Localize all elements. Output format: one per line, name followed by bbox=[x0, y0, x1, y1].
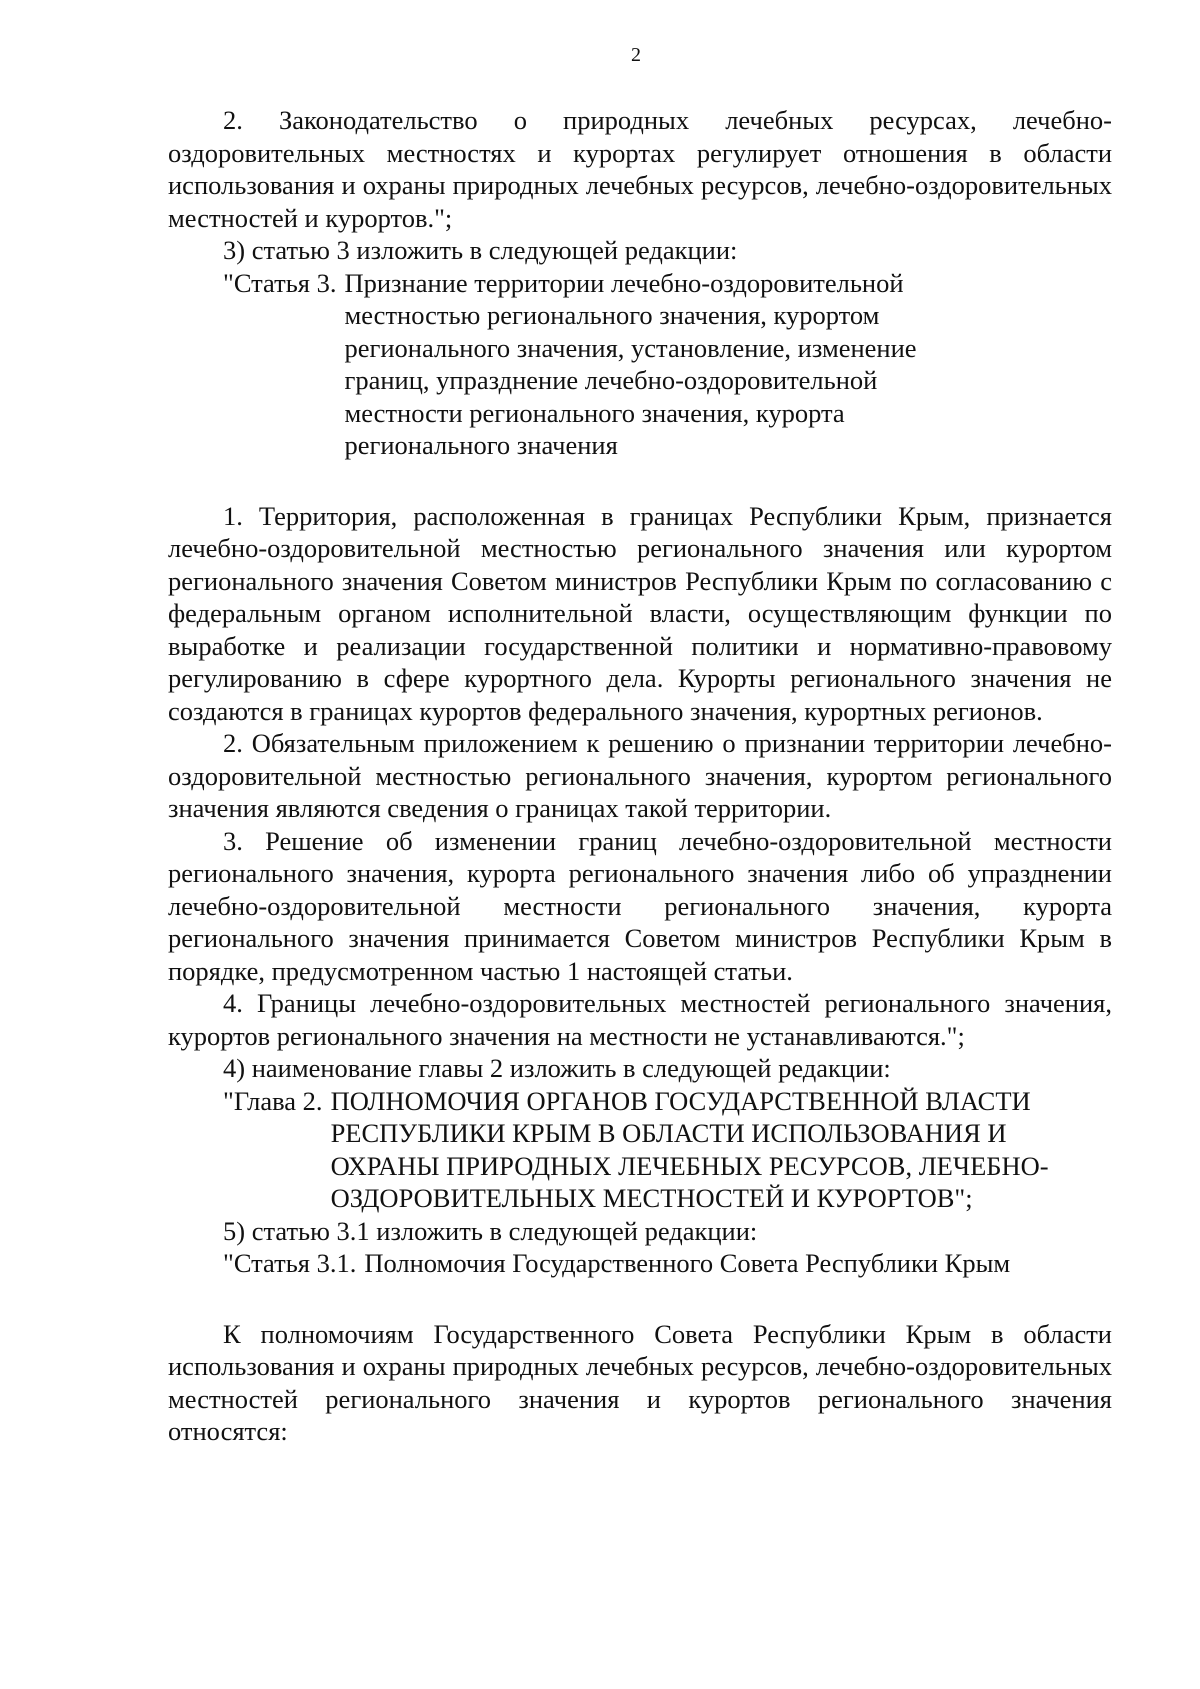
paragraph-article3-part2: 2. Обязательным приложением к решению о признании территории лечебно-оздоровительной местностью регионального значения, курортом регионального значения являются сведения о границах такой территории. bbox=[168, 728, 1112, 823]
paragraph-article3-part4: 4. Границы лечебно-оздоровительных местностей регионального значения, курортов регионального значения на местности не устанавливаются."; bbox=[168, 988, 1112, 1051]
paragraph-article31-powers: К полномочиям Государственного Совета Республики Крым в области использования и охраны природных лечебных ресурсов, лечебно-оздоровительных местностей регионального значения и курортов регионального значения относятся: bbox=[168, 1318, 1112, 1446]
spacer bbox=[168, 462, 1112, 500]
article31-prefix: "Статья 3.1. bbox=[223, 1248, 357, 1278]
paragraph-amend-article3: 3) статью 3 изложить в следующей редакции: bbox=[223, 235, 738, 265]
article3-title: Признание территории лечебно-оздоровительной местностью регионального значения, курортом регионального значения, установление, изменение границ, упразднение лечебно-оздоровительной местности регионального значения, курорта регионального значения bbox=[344, 267, 917, 460]
paragraph-article3-part1: 1. Территория, расположенная в границах Республики Крым, признается лечебно-оздоровительной местностью регионального значения или курортом регионального значения Советом министров Республики Крым по согласованию с федеральным органом исполнительной власти, осуществляющим функции по выработке и реализации государственной политики и нормативно-правовому регулированию в сфере курортного дела. Курорты регионального значения не создаются в границах курортов федерального значения, курортных регионов. bbox=[168, 500, 1112, 726]
chapter2-heading bbox=[168, 1085, 1112, 1215]
article31-title: Полномочия Государственного Совета Республики Крым bbox=[364, 1248, 1011, 1278]
chapter2-title: ПОЛНОМОЧИЯ ОРГАНОВ ГОСУДАРСТВЕННОЙ ВЛАСТИ РЕСПУБЛИКИ КРЫМ В ОБЛАСТИ ИСПОЛЬЗОВАНИЯ И ОХРАНЫ ПРИРОДНЫХ ЛЕЧЕБНЫХ РЕСУРСОВ, ЛЕЧЕБНО-ОЗДОРОВИТЕЛЬНЫХ МЕСТНОСТЕЙ И КУРОРТОВ"; bbox=[330, 1085, 1049, 1213]
spacer bbox=[168, 1280, 1112, 1318]
page-number: 2 bbox=[631, 44, 641, 66]
chapter2-prefix: "Глава 2. bbox=[223, 1085, 323, 1116]
paragraph-law-scope: 2. Законодательство о природных лечебных ресурсах, лечебно-оздоровительных местностях и курортах регулирует отношения в области использования и охраны природных лечебных ресурсов, лечебно-оздоровительных местностей и курортов."; bbox=[168, 105, 1112, 233]
article31-heading bbox=[168, 1247, 1112, 1280]
paragraph-amend-chapter2: 4) наименование главы 2 изложить в следующей редакции: bbox=[223, 1053, 891, 1083]
article3-prefix: "Статья 3. bbox=[223, 267, 337, 298]
paragraph-amend-article31: 5) статью 3.1 изложить в следующей редакции: bbox=[223, 1215, 758, 1246]
article3-heading bbox=[168, 267, 1112, 462]
document-body bbox=[168, 104, 1112, 1448]
paragraph-article3-part3: 3. Решение об изменении границ лечебно-оздоровительной местности регионального значения, курорта регионального значения либо об упразднении лечебно-оздоровительной местности регионального значения, курорта регионального значения принимается Советом министров Республики Крым в порядке, предусмотренном частью 1 настоящей статьи. bbox=[168, 825, 1112, 986]
